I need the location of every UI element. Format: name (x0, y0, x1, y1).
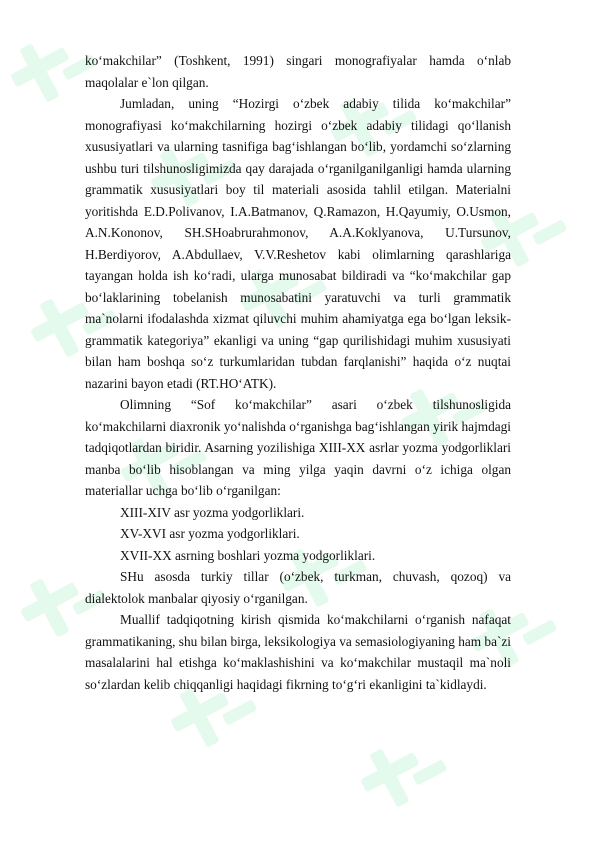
list-item: XIII-XIV asr yozma yodgorliklari. (120, 504, 305, 520)
paragraph-author-conclusion: Muallif tadqiqotning kirish qismida ko‘makchilarni o‘rganish nafaqat grammatikaning, shu bilan birga, leksikologiya va semasiologiyaning ham ba`zi masalalarini hal etishga ko‘maklashishini va ko‘makchilar mustaqil ma`noli so‘zlardan kelib chiqqanligi haqidagi fikrning to‘g‘ri ekanligini ta`kidlaydi. (85, 612, 511, 692)
paragraph-continuation: ko‘makchilar” (Toshkent, 1991) singari monografiyalar hamda o‘nlab maqolalar e`lon qilgan. (85, 53, 511, 90)
document-body (85, 50, 511, 695)
paragraph-monograph-description: Jumladan, uning “Hozirgi o‘zbek adabiy tilida ko‘makchilar” monografiyasi ko‘makchilarning hozirgi o‘zbek adabiy tilidagi qo‘llanish xususiyatlari va ularning tasnifiga bag‘ishlangan bo‘lib, yordamchi so‘zlarning ushbu turi tilshunosligimizda qay darajada o‘rganilganilganligi hamda ularning grammatik xususiyatlari boy til materiali asosida tahlil etilgan. Materialni yoritishda E.D.Polivanov, I.A.Batmanov, Q.Ramazon, H.Qayumiy, O.Usmon, A.N.Kononov, SH.SHoabrurahmonov, A.A.Koklyanova, U.Tursunov, H.Berdiyorov, A.Abdullaev, V.V.Reshetov kabi olimlarning qarashlariga tayangan holda ish ko‘radi, ularga munosabat bildiradi va “ko‘makchilar gap bo‘laklarining tobelanish munosabatini yaratuvchi va turli grammatik ma`nolarni ifodalashda xizmat qiluvchi muhim ahamiyatga ega bo‘lgan leksik-grammatik kategoriya” ekanligi va uning “gap qurilishidagi muhim xususiyati bilan ham boshqa so‘z turkumlaridan tubdan farqlanishi” haqida o‘z nuqtai nazarini bayon etadi (RT.HO‘ATK). (85, 96, 511, 391)
list-item: XVII-XX asrning boshlari yozma yodgorliklari. (120, 547, 376, 563)
list-item: XV-XVI asr yozma yodgorliklari. (120, 526, 300, 541)
paragraph-sof-komakchilar: Olimning “Sof ko‘makchilar” asari o‘zbek tilshunosligida ko‘makchilarni diaxronik yo‘nalishda o‘rganishga bag‘ishlangan yirik hajmdagi tadqiqotlardan biridir. Asarning yozilishiga XIII-XX asrlar yozma yodgorliklari manba bo‘lib hisoblangan va ming yilga yaqin davrni o‘z ichiga olgan materiallar uchga bo‘lib o‘rganilgan: (85, 397, 511, 498)
paragraph-comparative-study: SHu asosda turkiy tillar (o‘zbek, turkman, chuvash, qozoq) va dialektolok manbalar qiyosiy o‘rganilgan. (85, 569, 511, 606)
